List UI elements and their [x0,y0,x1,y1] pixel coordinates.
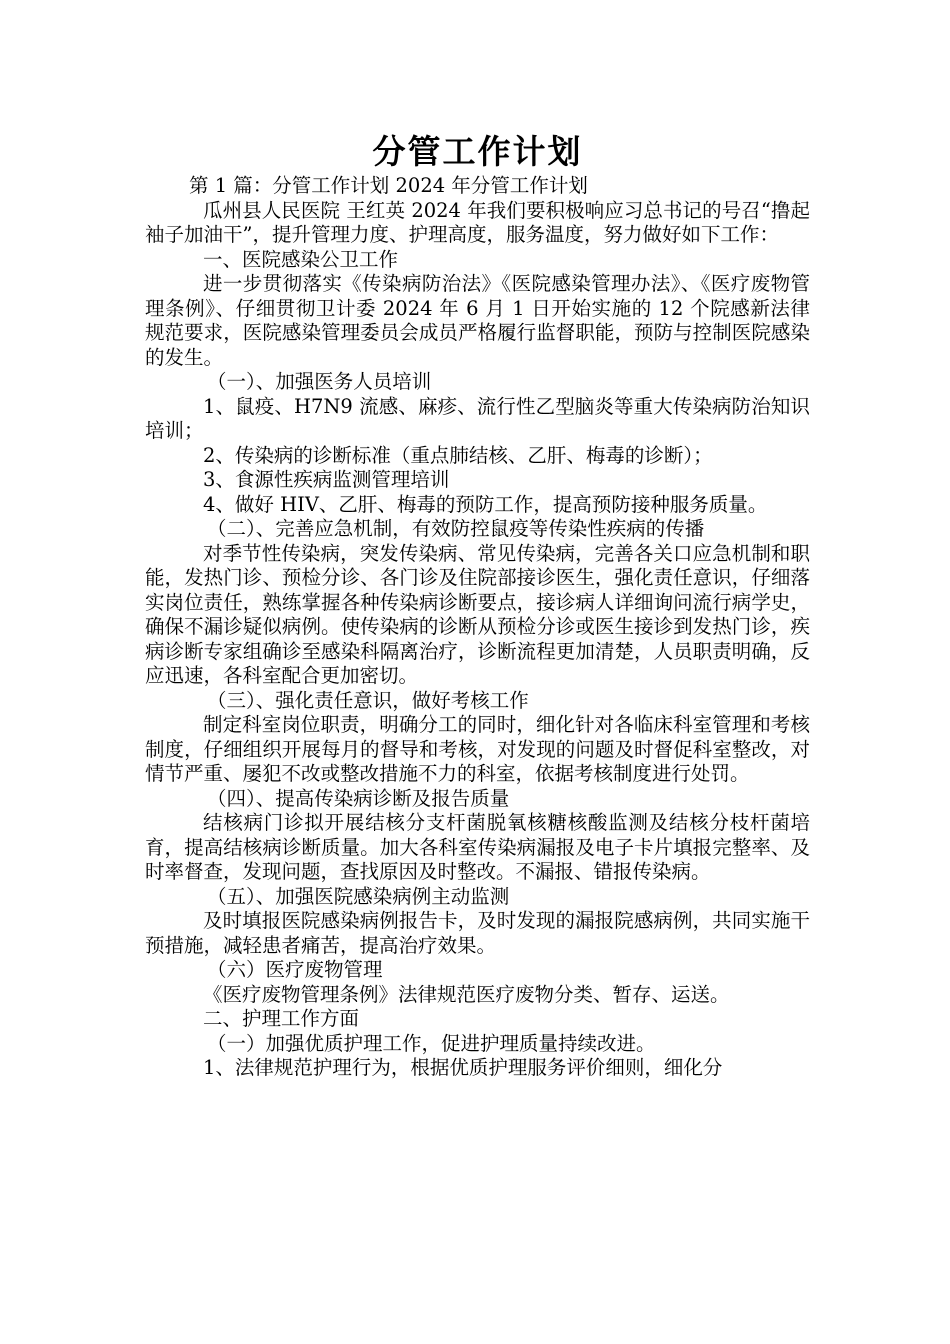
section-heading-2: 二、护理工作方面 [203,1007,360,1030]
section-heading-1: 一、医院感染公卫工作 [203,247,399,271]
list-item: 4、做好 HIV、乙肝、梅毒的预防工作，提高预防接种服务质量。 [203,492,768,516]
body-paragraph: 进一步贯彻落实《传染病防治法》《医院感染管理办法》、《医疗废物管理条例》、仔细贯彻卫计委 2024 年 6 月 1 日开始实施的 12 个院感新法律规范要求，医院感染管理委员会成员严格履行监督职能，预防与控制医院感染的发生。 [145,272,810,369]
subsection-heading: （一）加强优质护理工作，促进护理质量持续改进。 [207,1031,656,1055]
chapter-heading: 第 1 篇：分管工作计划 2024 年分管工作计划 [189,174,588,197]
subsection-heading: （六）医疗废物管理 [207,958,383,981]
list-item: 1、鼠疫、H7N9 流感、麻疹、流行性乙型脑炎等重大传染病防治知识培训； [145,394,810,442]
body-paragraph: 结核病门诊拟开展结核分支杆菌脱氧核糖核酸监测及结核分枝杆菌培育，提高结核病诊断质量。加大各科室传染病漏报及电子卡片填报完整率、及时率督查，发现问题，查找原因及时整改。不漏报、错报传染病。 [145,811,810,883]
list-item: 1、法律规范护理行为，根据优质护理服务评价细则，细化分 [203,1056,723,1079]
subsection-heading: （五）、加强医院感染病例主动监测 [207,884,510,908]
body-paragraph: 对季节性传染病，突发传染病、常见传染病，完善各关口应急机制和职能，发热门诊、预检分诊、各门诊及住院部接诊医生，强化责任意识，仔细落实岗位责任，熟练掌握各种传染病诊断要点，接诊病人详细询问流行病学史，确保不漏诊疑似病例。使传染病的诊断从预检分诊或医生接诊到发热门诊，疾病诊断专家组确诊至感染科隔离治疗，诊断流程更加清楚，人员职责明确，反应迅速，各科室配合更加密切。 [145,541,810,687]
subsection-heading: （一）、加强医务人员培训 [207,370,432,393]
body-paragraph: 《医疗废物管理条例》法律规范医疗废物分类、暂存、运送。 [203,982,730,1006]
body-paragraph: 制定科室岗位职责，明确分工的同时，细化针对各临床科室管理和考核制度，仔细组织开展每月的督导和考核，对发现的问题及时督促科室整改，对情节严重、屡犯不改或整改措施不力的科室，依据考核制度进行处罚。 [145,713,810,785]
subsection-heading: （三）、强化责任意识，做好考核工作 [207,688,529,712]
list-item: 2、传染病的诊断标准（重点肺结核、乙肝、梅毒的诊断）； [203,443,713,467]
subsection-heading: （四）、提高传染病诊断及报告质量 [207,786,510,810]
body-paragraph: 及时填报医院感染病例报告卡，及时发现的漏报院感病例，共同实施干预措施，减轻患者痛苦，提高治疗效果。 [145,909,810,957]
list-item: 3、食源性疾病监测管理培训 [203,468,450,491]
document-page [145,130,810,1081]
intro-paragraph: 瓜州县人民医院 王红英 2024 年我们要积极响应习总书记的号召“撸起袖子加油干”，提升管理力度、护理高度，服务温度，努力做好如下工作： [145,198,810,246]
page-title: 分管工作计划 [372,132,583,171]
subsection-heading: （二）、完善应急机制，有效防控鼠疫等传染性疾病的传播 [207,517,705,540]
